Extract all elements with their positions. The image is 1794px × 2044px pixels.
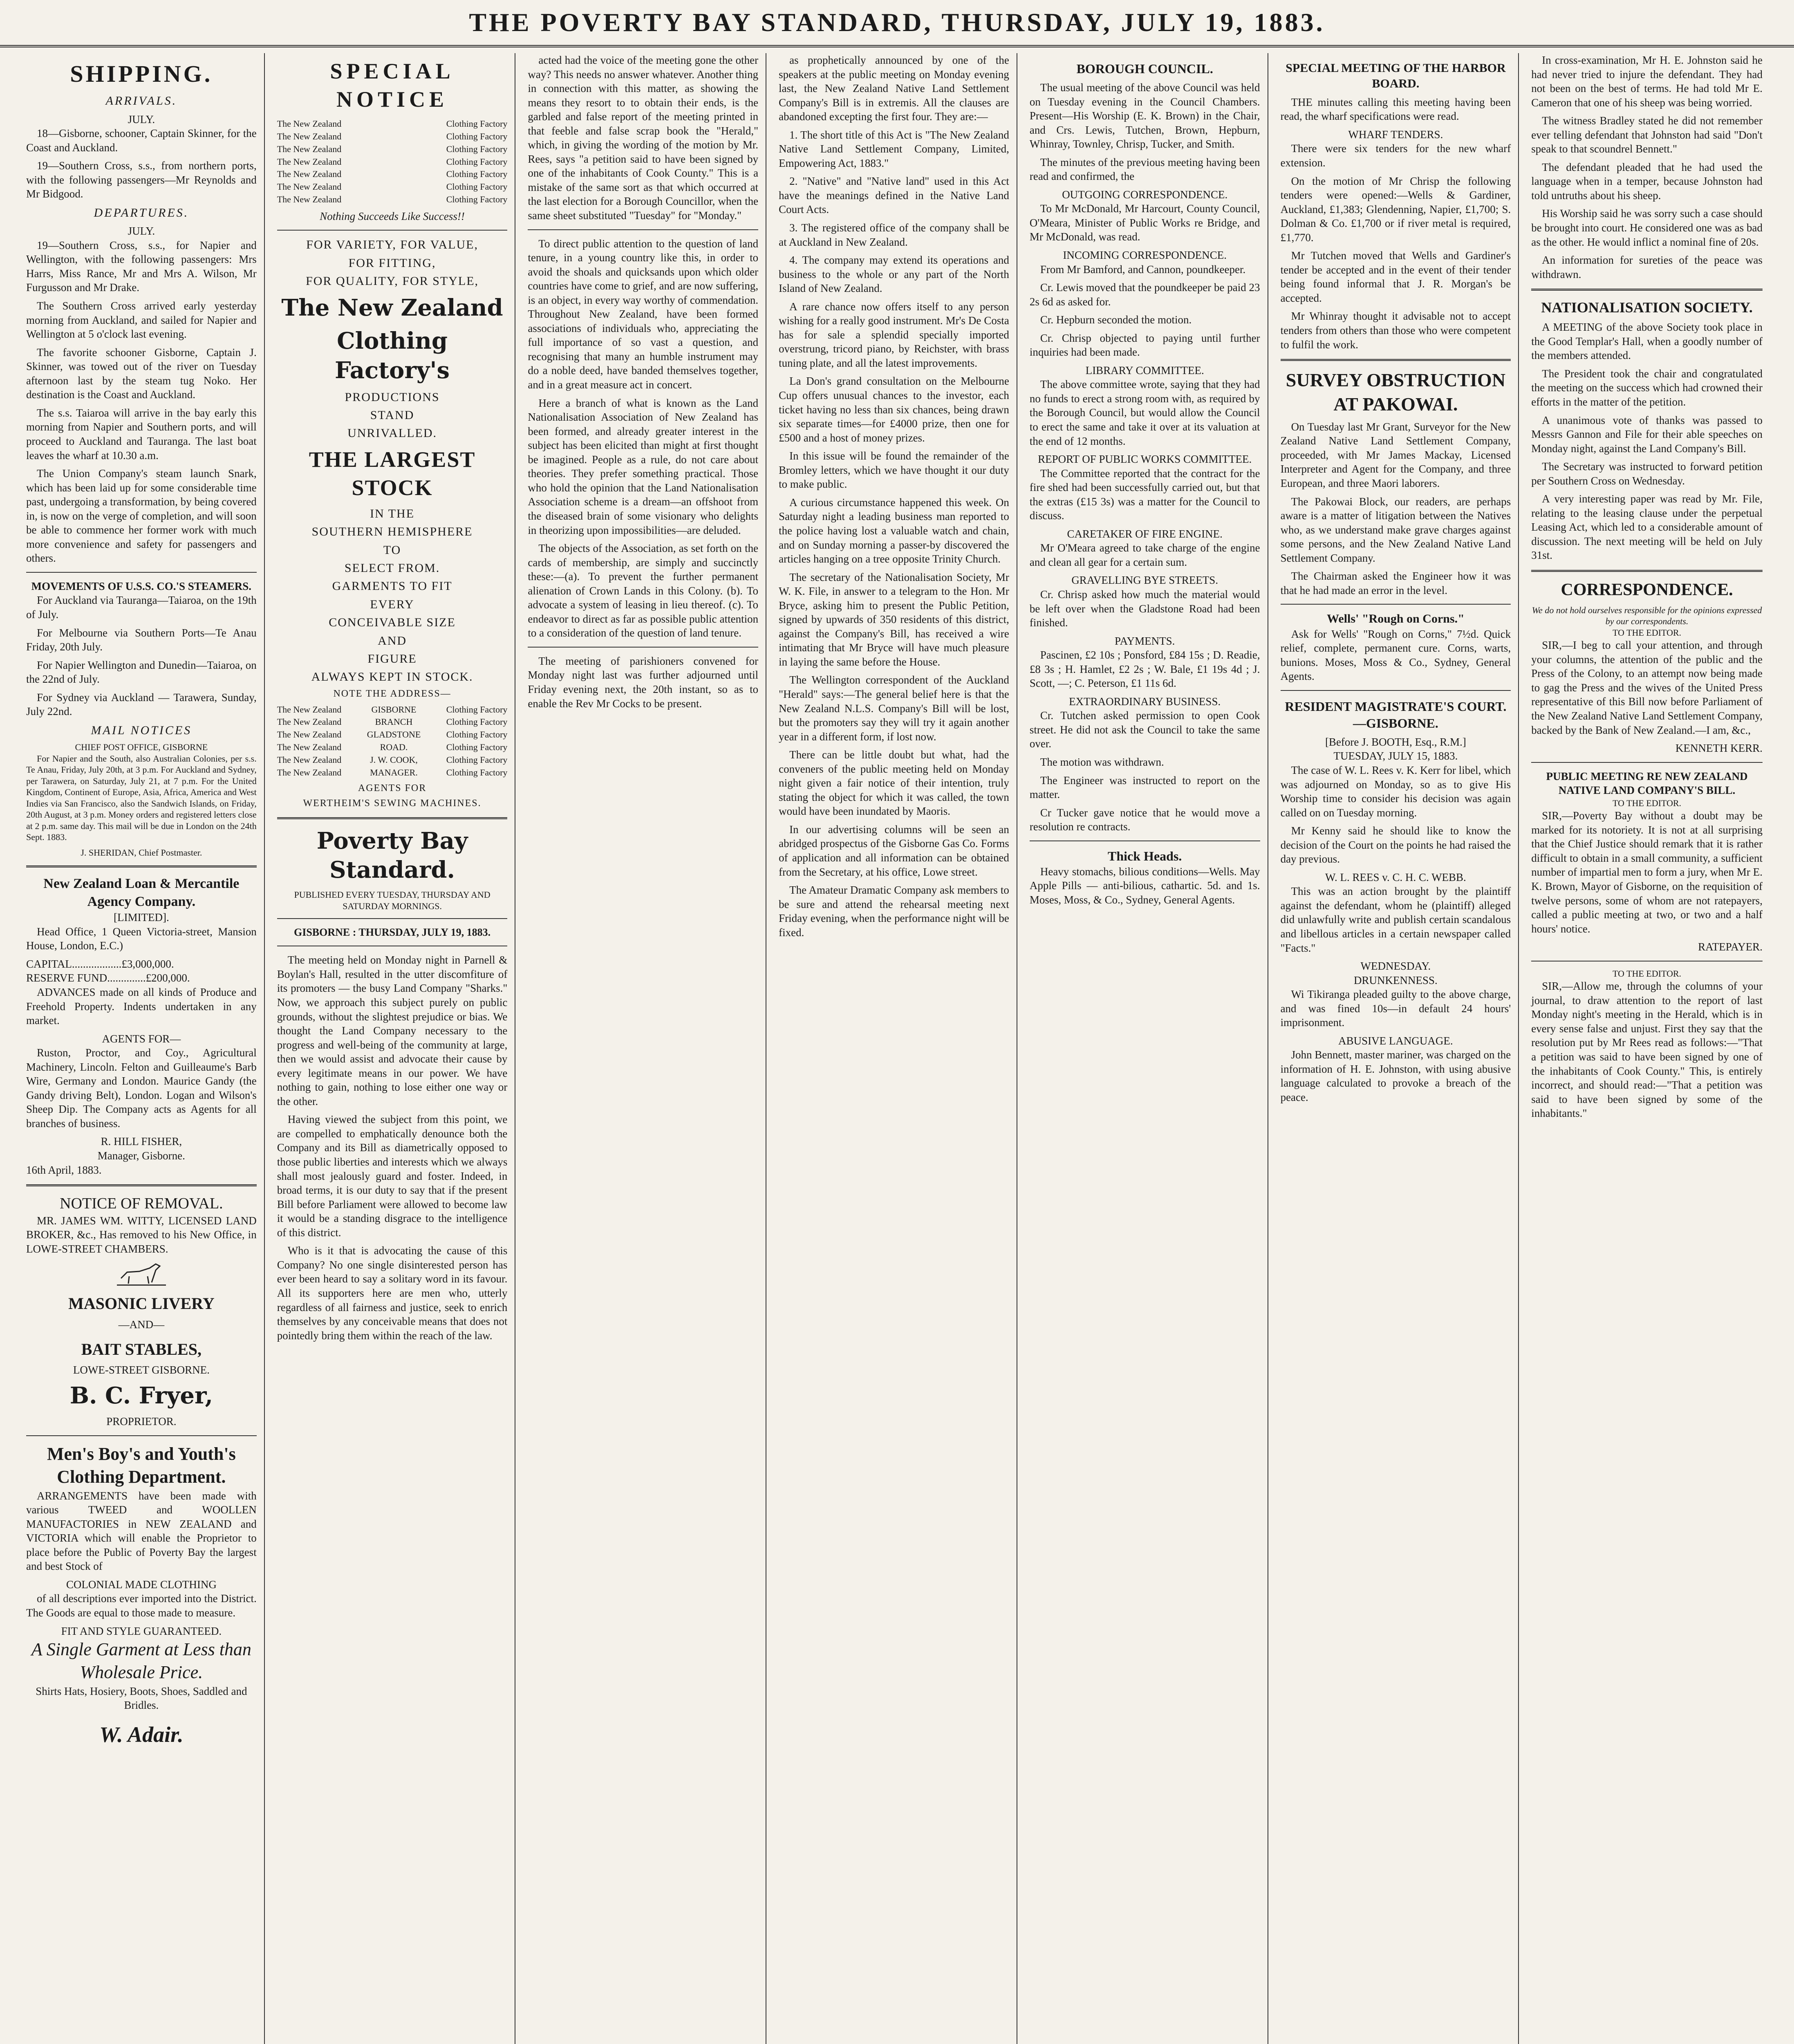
court-case: W. L. REES v. C. H. C. WEBB. [1325, 871, 1466, 883]
article-paragraph: To direct public attention to the question of land tenure, in a young country like this, in order to avoid the shoals and quicksands upon which older countries have come to grief, and are now suffering, is an object, in every way worthy of commendation. Throughout New Zealand, have been formed associations of individuals who, appreciating the full importance of so vast a question, and recognising that many an humble instrument may do a noble deed, have banded themselves together, and in a great measure act in concert. [528, 237, 759, 391]
arrivals-heading: ARRIVALS. [105, 94, 177, 108]
court-continued: The witness Bradley stated he did not remember ever telling defendant that Johnston had said "Don't speak to that scoundrel Bennett." [1531, 114, 1763, 155]
colonial-clothing: COLONIAL MADE CLOTHING [66, 1578, 217, 1591]
ad-line: UNRIVALLED. [347, 426, 437, 440]
fryer-name: B. C. Fryer, [69, 1382, 213, 1409]
abusive-heading: ABUSIVE LANGUAGE. [1338, 1034, 1453, 1047]
court-heading: RESIDENT MAGISTRATE'S COURT.—GISBORNE. [1285, 699, 1507, 731]
letter-signature: RATEPAYER. [1698, 941, 1763, 953]
survey-paragraph: The Pakowai Block, our readers, are perhaps aware is a matter of litigation between the Natives who, as we understand make grave charges against some persons, and the New Zealand Native Land Settlement Company. [1280, 495, 1511, 564]
nothing-succeeds: Nothing Succeeds Like Success!! [320, 210, 465, 222]
news-paragraph: The Amateur Dramatic Company ask members to be sure and attend the rehearsal meeting next Friday evening, when the performance night will be fixed. [779, 884, 1009, 939]
harbor-paragraph: There were six tenders for the new wharf extension. [1280, 142, 1511, 169]
news-paragraph: 2. "Native" and "Native land" used in this Act have the meanings defined in the Native Land Court Acts. [779, 175, 1009, 216]
divider [528, 647, 758, 648]
ad-line: AND [378, 634, 407, 648]
council-paragraph: The Engineer was instructed to report on the matter. [1029, 774, 1260, 801]
court-continued: In cross-examination, Mr H. E. Johnston said he had never tried to injure the defendant. They had not been on the best of terms. He had told Mr E. Cameron that one of his sheep was being worried. [1531, 54, 1763, 109]
column-5 [1028, 53, 1268, 2044]
mail-heading: MAIL NOTICES [91, 723, 192, 737]
council-paragraph: The usual meeting of the above Council was held on Tuesday evening in the Council Chambers. Present—His Worship (E. K. Brown) in the Chair, and Crs. Lewis, Tutchen, Brown, Hepburn, Whinray, Townley, Chrisp, Tucker, and Smith. [1029, 81, 1260, 150]
divider [1531, 762, 1763, 763]
divider [1281, 604, 1511, 605]
council-paragraph: Cr. Hepburn seconded the motion. [1040, 314, 1192, 326]
ad-line: IN THE [370, 507, 415, 520]
factory-row: The New Zealand Clothing Factory [277, 169, 508, 179]
movement-item: For Auckland via Tauranga—Taiaroa, on the 19th of July. [26, 594, 257, 621]
court-continued: An information for sureties of the peace was withdrawn. [1531, 254, 1763, 280]
divider [1281, 690, 1511, 691]
divider [26, 1435, 257, 1436]
harbor-paragraph: On the motion of Mr Chrisp the following tenders were opened:—Wells & Gardiner, Auckland, £1,383; Glendenning, Napier, £1,700; S. Dolman & Co. £1,700 or if river metal is required, £1,770. [1280, 175, 1511, 244]
ad-line: STAND [370, 408, 414, 422]
ad-line: SOUTHERN HEMISPHERE [311, 525, 473, 539]
newspaper-title: THE POVERTY BAY STANDARD, THURSDAY, JULY 19, 1883. [469, 8, 1325, 37]
ad-line: FIGURE [367, 652, 417, 666]
ad-line: CONCEIVABLE SIZE [329, 616, 456, 630]
council-paragraph: Cr. Chrisp asked how much the material would be left over when the Gladstone Road had been finished. [1029, 588, 1260, 629]
largest-stock: THE LARGEST STOCK [309, 447, 476, 500]
news-paragraph: 4. The company may extend its operations and business to the whole or any part of the North Island of New Zealand. [779, 254, 1009, 295]
public-meeting-heading: PUBLIC MEETING RE NEW ZEALAND NATIVE LAND COMPANY'S BILL. [1546, 770, 1748, 797]
nz-heading: The New Zealand [281, 294, 503, 321]
ad-line: FOR FITTING, [348, 256, 436, 270]
correspondence-heading: CORRESPONDENCE. [1561, 580, 1733, 600]
mail-text: For Napier and the South, also Australian Colonies, per s.s. Te Anau, Friday, July 20th, at 3 p.m. For Auckland and Sydney, per Tarawera, on Saturday, July 21, at 7 p.m. For the United Kingdom, Continent of Europe, Asia, Africa, America and West Indies via San Francisco, also the Sandwich Islands, on Friday, 20th August, at 3 p.m. Money orders and registered letters close at 2 p.m. same day. This mail will be due in London on the 24th Sept. 1883. [26, 753, 257, 843]
factory-row: The New Zealand Clothing Factory [277, 143, 508, 154]
address-row: The New Zealand ROAD. Clothing Factory [277, 742, 508, 752]
wells-heading: Wells' "Rough on Corns." [1327, 612, 1465, 626]
council-paragraph: Cr Tucker gave notice that he would move a resolution re contracts. [1029, 806, 1260, 833]
wednesday-heading: WEDNESDAY. [1360, 960, 1431, 973]
letter-text: SIR,—Poverty Bay without a doubt may be marked for its notoriety. It is not at all surprising that the Chief Justice should remark that it is rather difficult to obtain in a small community, a sufficient number of impartial men to form a jury, when Mr E. K. Brown, Mayor of Gisborne, on the requisition of twelve persons, some of whom are not ratepayers, called a public meeting at two, or two and a half hours' notice. [1531, 809, 1763, 935]
survey-paragraph: The Chairman asked the Engineer how it was that he had made an error in the level. [1280, 570, 1511, 596]
council-paragraph: Mr O'Meara agreed to take charge of the engine and clean all gear for a certain sum. [1029, 542, 1260, 568]
reserve-fund: RESERVE FUND..............£200,000. [26, 972, 190, 984]
news-paragraph: The secretary of the Nationalisation Society, Mr W. K. File, in answer to a telegram to the Hon. Mr Bryce, asking him to present the Public Petition, signed by upwards of 350 residents of this district, against the Company's Bill, has received a wire intimating that Mr Bryce will have much pleasure in laying the same before the House. [779, 571, 1009, 668]
thick-heads-heading: Thick Heads. [1108, 848, 1182, 863]
council-paragraph: Cr. Chrisp objected to paying until further inquiries had been made. [1029, 332, 1260, 359]
divider [528, 229, 758, 230]
bait-stables: BAIT STABLES, [81, 1340, 202, 1359]
harbor-subheading: WHARF TENDERS. [1348, 128, 1443, 141]
departures-heading: DEPARTURES. [94, 206, 189, 220]
column-2 [275, 53, 516, 2044]
nationalisation-heading: NATIONALISATION SOCIETY. [1541, 299, 1753, 316]
arrivals-item: 18—Gisborne, schooner, Captain Skinner, for the Coast and Auckland. [26, 127, 257, 154]
nationalisation-paragraph: A unanimous vote of thanks was passed to Messrs Gannon and File for their able speeches on Monday night, against the Land Company's Bill. [1531, 414, 1763, 455]
column-1 [25, 53, 265, 2044]
nationalisation-paragraph: A very interesting paper was read by Mr. File, relating to the leasing clause under the perpetual Leasing Act, which led to a considerable amount of discussion. The next meeting will be held on July 31st. [1531, 493, 1763, 562]
loan-limited: [LIMITED]. [114, 911, 169, 924]
council-paragraph: Pascinen, £2 10s ; Ponsford, £84 15s ; D. Readie, £8 3s ; H. Hamlet, £2 2s ; W. Bale, £1 19s 4d ; J. Scott, —; C. Peterson, £1 11s 6d. [1029, 649, 1260, 690]
clothing-text-2: of all descriptions ever imported into the District. The Goods are equal to those made to measure. [26, 1592, 257, 1619]
divider [1030, 840, 1260, 841]
council-subheading: PAYMENTS. [1115, 634, 1175, 647]
news-paragraph: 3. The registered office of the company shall be at Auckland in New Zealand. [779, 222, 1009, 248]
council-subheading: GRAVELLING BYE STREETS. [1071, 574, 1218, 587]
news-paragraph: La Don's grand consultation on the Melbourne Cup offers unusual chances to the investor, each ticket having no less than six chances, being drawn six separate times—for £4000 prize, then one for £500 and a host of money prizes. [779, 375, 1009, 444]
agents-heading: AGENTS FOR— [102, 1032, 181, 1045]
news-paragraph: as prophetically announced by one of the speakers at the public meeting on Monday evening last, the New Zealand Native Land Settlement Company's Bill is in extremis. All the clauses are abandoned excepting the first four. They are:— [779, 54, 1009, 123]
council-paragraph: The above committee wrote, saying that they had no funds to erect a strong room with, as required by the Borough Council, but would allow the Council to erect the same and take it over at its valuation at the end of 12 months. [1029, 378, 1260, 447]
departures-item: The favorite schooner Gisborne, Captain J. Skinner, was towed out of the river on Tuesday afternoon last by the steam tug Noko. Her destination is the Coast and Auckland. [26, 346, 257, 401]
council-paragraph: Cr. Lewis moved that the poundkeeper be paid 23 2s 6d as asked for. [1029, 281, 1260, 308]
loan-text: ADVANCES made on all kinds of Produce and Freehold Property. Indents undertaken in any market. [26, 986, 257, 1027]
council-subheading: INCOMING CORRESPONDENCE. [1063, 249, 1227, 261]
divider [1531, 570, 1763, 572]
letter-signature: KENNETH KERR. [1675, 742, 1763, 755]
ad-line: SELECT FROM. [344, 561, 440, 575]
survey-heading: SURVEY OBSTRUCTION AT PAKOWAI. [1286, 370, 1506, 415]
article-paragraph: Here a branch of what is known as the Land Nationalisation Association of New Zealand has been formed, and already greater interest in the subject has been elicited than might at first thought be imagined. People as a rule, do not care about theories. They prefer something practical. Those who hold the opinion that the Land Nationalisation Association scheme is a dream—an offshoot from the diseased brain of some visionary who delights in theorizing upon impossibilities—are deluded. [528, 397, 759, 536]
ad-line: FOR VARIETY, FOR VALUE, [306, 238, 478, 252]
movement-item: For Sydney via Auckland — Tarawera, Sunday, July 22nd. [26, 691, 257, 718]
news-paragraph: A curious circumstance happened this week. On Saturday night a leading business man reported to the police having lost a valuable watch and chain, and on Sunday morning a passer-by discovered the articles hanging on a tree opposite Trinity Church. [779, 496, 1009, 565]
editorial-paragraph: Who is it that is advocating the cause of this Company? No one single disinterested person has ever been heard to say a solitary word in its favour. All its supporters here are men who, utterly regardless of all fairness and justice, seek to enrich themselves by any conceivable means that does not pointedly bring them within the reach of the law. [277, 1244, 508, 1342]
wells-text: Ask for Wells' "Rough on Corns," 7½d. Quick relief, complete, permanent cure. Corns, warts, bunions. Moses, Moss & Co., Sydney, General Agents. [1280, 628, 1511, 683]
fisher-title: Manager, Gisborne. [97, 1149, 185, 1162]
removal-heading: NOTICE OF REMOVAL. [60, 1195, 223, 1213]
livery-and: —AND— [118, 1318, 165, 1331]
capital: CAPITAL..................£3,000,000. [26, 957, 174, 970]
divider [26, 865, 257, 867]
fit-guaranteed: FIT AND STYLE GUARANTEED. [61, 1625, 222, 1637]
departures-item: The Southern Cross arrived early yesterday morning from Auckland, and sailed for Napier and Wellington at 5 o'clock last evening. [26, 300, 257, 341]
dateline: GISBORNE : THURSDAY, JULY 19, 1883. [293, 926, 491, 939]
harbor-paragraph: Mr Tutchen moved that Wells and Gardiner's tender be accepted and in the event of their tender being found informal that J. R. Morgan's be accepted. [1280, 249, 1511, 304]
address-row: The New Zealand MANAGER. Clothing Factory [277, 767, 508, 778]
council-subheading: CARETAKER OF FIRE ENGINE. [1067, 527, 1223, 540]
council-paragraph: To Mr McDonald, Mr Harcourt, County Council, O'Meara, Minister of Public Works re Bridge, and Mr McDonald, was read. [1029, 202, 1260, 243]
divider [277, 817, 508, 819]
council-paragraph: The minutes of the previous meeting having been read and confirmed, the [1029, 156, 1260, 183]
address-row: The New Zealand J. W. COOK, Clothing Factory [277, 754, 508, 765]
nationalisation-paragraph: A MEETING of the above Society took place in the Good Templar's Hall, when a goodly number of the members attended. [1531, 321, 1763, 362]
council-subheading: REPORT OF PUBLIC WORKS COMMITTEE. [1038, 453, 1252, 466]
column-4 [777, 53, 1017, 2044]
news-paragraph: In our advertising columns will be seen an abridged prospectus of the Gisborne Gas Co. Forms of application and all information can be obtained from the Secretary, at his office, Lowe street. [779, 823, 1009, 878]
movement-item: For Napier Wellington and Dunedin—Taiaroa, on the 22nd of July. [26, 659, 257, 686]
divider [1281, 359, 1511, 361]
column-6 [1279, 53, 1519, 2044]
news-paragraph: The Wellington correspondent of the Auckland "Herald" says:—The general belief here is that the New Zealand N.L.S. Company's Bill will be lost, but the promoters say they will try it again another year in a different form, if lost now. [779, 674, 1009, 743]
column-3 [526, 53, 766, 2044]
court-paragraph: This was an action brought by the plaintiff against the defendant, whom he (plaintiff) alleged did unlawfully write and publish certain scandalous and libellous articles in a certain newspaper called "Facts." [1280, 885, 1511, 954]
nationalisation-paragraph: The Secretary was instructed to forward petition per Southern Cross on Wednesday. [1531, 460, 1763, 487]
to-editor: TO THE EDITOR. [1613, 627, 1682, 638]
address-row: The New Zealand GLADSTONE Clothing Factory [277, 729, 508, 740]
mail-subheading: CHIEF POST OFFICE, GISBORNE [75, 742, 208, 753]
ad-line: TO [383, 543, 401, 557]
article-paragraph: acted had the voice of the meeting gone the other way? This needs no answer whatever. Another thing in connection with this matter, as showing the means they resort to to obtain their ends, is the garbled and false report of the meeting printed in that feeble and false scrap book the "Herald," which, in giving the wording of the motion by Mr. Rees, says "a petition said to have been signed by one of the inhabitants of Cook County." This is a mistake of the same sort as that which occurred at the last election for a Borough Councillor, when the same sheet substituted "Tuesday" for "Monday." [528, 54, 759, 222]
factory-list [277, 118, 508, 206]
loan-office: Head Office, 1 Queen Victoria-street, Mansion House, London, E.C.) [26, 925, 257, 952]
harbor-paragraph: Mr Whinray thought it advisable not to accept tenders from others than those who were competent to fulfil the work. [1280, 310, 1511, 351]
arrivals-month: JULY. [128, 113, 155, 126]
single-garment: A Single Garment at Less than Wholesale Price. [31, 1639, 251, 1683]
letter-text: SIR,—Allow me, through the columns of your journal, to draw attention to the report of last Monday night's meeting in the Herald, which is in every sense false and unjust. First they say that the resolution put by Mr Rees read as follows:—"That a petition was said to have been signed by one of the inhabitants of Cook County." This, is entirely incorrect, and should read:—"That a petition was said to have been signed by some of the inhabitants." [1531, 980, 1763, 1120]
clothing-text: ARRANGEMENTS have been made with various TWEED and WOOLLEN MANUFACTORIES in NEW ZEALAND and VICTORIA which will enable the Proprietor to place before the Public of Poverty Bay the largest and best Stock of [26, 1489, 257, 1573]
news-paragraph: A rare chance now offers itself to any person wishing for a really good instrument. Mr's De Costa has for sale a splendid specially imported overstrung, tricord piano, by Reichster, with brass tuning plate, and all the latest improvements. [779, 300, 1009, 369]
article-paragraph: The objects of the Association, as set forth on the cards of membership, are simply and succinctly these:—(a). To prevent the further permanent alienation of Crown Lands in this Colony. (b). To advocate a system of leasing in lieu thereof. (c). To endeavor to direct as far as possible public attention to a consideration of the question of land tenure. [528, 542, 759, 639]
thick-heads-text: Heavy stomachs, bilious conditions—Wells. May Apple Pills — anti-bilious, cathartic. 5d. and 1s. Moses, Moss, & Co., Sydney, General Agents. [1029, 865, 1260, 906]
divider [277, 230, 508, 231]
council-subheading: OUTGOING CORRESPONDENCE. [1062, 188, 1228, 201]
special-notice-heading: SPECIAL NOTICE [330, 59, 455, 112]
survey-paragraph: On Tuesday last Mr Grant, Surveyor for the New Zealand Native Land Settlement Company, proceeded, with Mr James Mackay, Licensed Interpreter and Agent for the Company, and three European, and three Maori laborers. [1280, 420, 1511, 490]
correspondence-note: We do not hold ourselves responsible for the opinions expressed by our correspondents. [1532, 605, 1762, 627]
movements-heading: MOVEMENTS OF U.S.S. CO.'S STEAMERS. [31, 580, 252, 592]
clothing-heading: Men's Boy's and Youth's Clothing Department. [47, 1444, 236, 1487]
fryer-title: PROPRIETOR. [106, 1415, 177, 1428]
editorial-paragraph: Having viewed the subject from this point, we are compelled to emphatically denounce both the Company and its Bill as diametrically opposed to those public liberties and interests which we always shall most jealously guard and foster. Indeed, in broad terms, it is our duty to say that if the present Bill before Parliament were allowed to become law it would be a standing disgrace to the intelligence of this district. [277, 1113, 508, 1239]
divider [1531, 289, 1763, 291]
news-paragraph: 1. The short title of this Act is "The New Zealand Native Land Settlement Company, Limited, Empowering Act, 1883." [779, 128, 1009, 169]
departures-item: The Union Company's steam launch Snark, which has been laid up for some considerable time past, undergoing a transformation, by being covered in, is now on the verge of completion, and will soon be able to commence her former work with much more convenience and safety for passengers and others. [26, 467, 257, 565]
removal-text: MR. JAMES WM. WITTY, LICENSED LAND BROKER, &c., Has removed to his New Office, in LOWE-STREET CHAMBERS. [26, 1214, 257, 1255]
address-row: The New Zealand BRANCH Clothing Factory [277, 717, 508, 727]
adair-signature: W. Adair. [99, 1722, 184, 1747]
ad-line: GARMENTS TO FIT [332, 579, 452, 593]
shirts-text: Shirts Hats, Hosiery, Boots, Shoes, Saddled and Bridles. [36, 1685, 247, 1712]
factory-row: The New Zealand Clothing Factory [277, 194, 508, 204]
movement-item: For Melbourne via Southern Ports—Te Anau Friday, 20th July. [26, 626, 257, 653]
divider [277, 918, 508, 919]
factory-row: The New Zealand Clothing Factory [277, 156, 508, 167]
factory-row: The New Zealand Clothing Factory [277, 182, 508, 192]
council-paragraph: The motion was withdrawn. [1040, 756, 1164, 769]
court-continued: The defendant pleaded that he had used the language when in a temper, because Johnston had told untruths about his sheep. [1531, 161, 1763, 202]
column-7 [1530, 53, 1770, 2044]
departures-month: JULY. [128, 225, 155, 238]
ad-line: ALWAYS KEPT IN STOCK. [311, 670, 473, 684]
harbor-paragraph: THE minutes calling this meeting having been read, the wharf specifications were read. [1280, 96, 1511, 123]
court-date: TUESDAY, JULY 15, 1883. [1333, 750, 1458, 762]
wertheim: WERTHEIM'S SEWING MACHINES. [303, 798, 482, 809]
factory-row: The New Zealand Clothing Factory [277, 119, 508, 129]
ad-line: EVERY [370, 597, 414, 611]
factory-heading: Clothing Factory's [335, 327, 450, 384]
drunkenness-text: Wi Tikiranga pleaded guilty to the above charge, and was fined 10s—in default 24 hours' imprisonment. [1280, 988, 1511, 1029]
drunkenness-heading: DRUNKENNESS. [1354, 974, 1438, 986]
ad-line: PRODUCTIONS [345, 390, 440, 404]
court-before: [Before J. BOOTH, Esq., R.M.] [1325, 735, 1466, 748]
news-paragraph: In this issue will be found the remainder of the Bromley letters, which we have thought it our duty to make public. [779, 450, 1009, 491]
borough-council-heading: BOROUGH COUNCIL. [1076, 61, 1213, 76]
fisher-date: 16th April, 1883. [26, 1163, 102, 1176]
council-paragraph: From Mr Bamford, and Cannon, poundkeeper. [1040, 263, 1246, 276]
council-subheading: LIBRARY COMMITTEE. [1085, 364, 1204, 377]
address-row: The New Zealand GISBORNE Clothing Factory [277, 704, 508, 715]
letter-text: SIR,—I beg to call your attention, and through your columns, the attention of the public and the Press of the Colony, to an attempt now being made to gag the Press and the wives of the United Press representative of this Bill now before Parliament of the New Zealand Native Land Settlement Company, backed by the Bank of New Zealand.—I am, &c., [1531, 639, 1763, 736]
note-address: NOTE THE ADDRESS— [333, 688, 451, 699]
newspaper-columns [25, 53, 1770, 2044]
livery-location: LOWE-STREET GISBORNE. [73, 1364, 210, 1376]
harbor-board-heading: SPECIAL MEETING OF THE HARBOR BOARD. [1286, 61, 1506, 91]
horse-icon [117, 1260, 166, 1286]
article-paragraph: The meeting of parishioners convened for Monday night last was further adjourned until Friday evening next, the 20th instant, so as to enable the Rev Mr Cocks to be present. [528, 654, 759, 710]
agents-for: AGENTS FOR [358, 783, 427, 794]
court-paragraph: Mr Kenny said he should like to know the decision of the Court on the points he had raised the day previous. [1280, 825, 1511, 865]
to-editor: TO THE EDITOR. [1613, 968, 1682, 979]
masthead [0, 0, 1794, 47]
to-editor: TO THE EDITOR. [1613, 798, 1682, 808]
divider [26, 1184, 257, 1186]
departures-item: The s.s. Taiaroa will arrive in the bay early this morning from Napier and Southern ports, and will proceed to Auckland and Tauranga. The last boat leaves the wharf at 10.30 a.m. [26, 406, 257, 462]
fisher-name: R. HILL FISHER, [101, 1135, 182, 1148]
court-paragraph: The case of W. L. Rees v. K. Kerr for libel, which was adjourned on Monday, so as to give His Worship time to consider his decision was again called on on Tuesday morning. [1280, 764, 1511, 819]
council-subheading: EXTRAORDINARY BUSINESS. [1069, 695, 1221, 708]
editorial-paragraph: The meeting held on Monday night in Parnell & Boylan's Hall, resulted in the utter discomfiture of its promoters — the busy Land Company "Sharks." Now, we approach this subject purely on public grounds, without the slightest prejudice or bias. We thought the Land Company necessary to the progress and well-being of the community at large, then we would assist and advocate their cause by every legitimate means in our power. We have nothing to gain, nothing to lose either one way or the other. [277, 954, 508, 1107]
agents-text: Ruston, Proctor, and Coy., Agricultural Machinery, Lincoln. Felton and Guilleaume's Barb Wire, Germany and London. Maurice Gandy (the Gandy driving Belt), London. Logan and Wilson's Sheep Dip. The Company acts as Agents for all branches of business. [26, 1047, 257, 1130]
postmaster: J. SHERIDAN, Chief Postmaster. [81, 847, 202, 858]
arrivals-item: 19—Southern Cross, s.s., from northern ports, with the following passengers—Mr Reynolds and Mr Bidgood. [26, 159, 257, 200]
council-paragraph: The Committee reported that the contract for the fire shed had been successfully carried out, but that the extras (£15 3s) was a matter for the Council to discuss. [1029, 467, 1260, 522]
factory-row: The New Zealand Clothing Factory [277, 131, 508, 142]
published-note: PUBLISHED EVERY TUESDAY, THURSDAY AND SATURDAY MORNINGS. [294, 890, 490, 911]
shipping-heading: SHIPPING. [70, 61, 213, 87]
loan-heading: New Zealand Loan & Mercantile Agency Company. [43, 876, 240, 909]
court-continued: His Worship said he was sorry such a case should be brought into court. He considered one was as bad as the other. He would inflict a nominal fine of 20s. [1531, 207, 1763, 248]
council-paragraph: Cr. Tutchen asked permission to open Cook street. He did not ask the Council to take the same over. [1029, 709, 1260, 750]
ad-line: FOR QUALITY, FOR STYLE, [306, 274, 479, 288]
departures-item: 19—Southern Cross, s.s., for Napier and Wellington, with the following passengers: Mrs Harrs, Miss Rance, Mr and Mrs A. Wilson, Mr Furgusson and Mr Drake. [26, 239, 257, 294]
abusive-text: John Bennett, master mariner, was charged on the information of H. E. Johnston, with using abusive language calculated to provoke a breach of the peace. [1280, 1049, 1511, 1103]
livery-heading: MASONIC LIVERY [68, 1294, 215, 1313]
divider [26, 572, 257, 573]
news-paragraph: There can be little doubt but what, had the conveners of the public meeting held on Monday night given a fair notice of their intention, truly stating the object for which it was called, the town would have been inundated by Maoris. [779, 749, 1009, 818]
standard-title: Poverty Bay Standard. [316, 827, 468, 884]
address-list [277, 704, 508, 779]
nationalisation-paragraph: The President took the chair and congratulated the meeting on the success which had crowned their efforts in the matter of the petition. [1531, 367, 1763, 408]
